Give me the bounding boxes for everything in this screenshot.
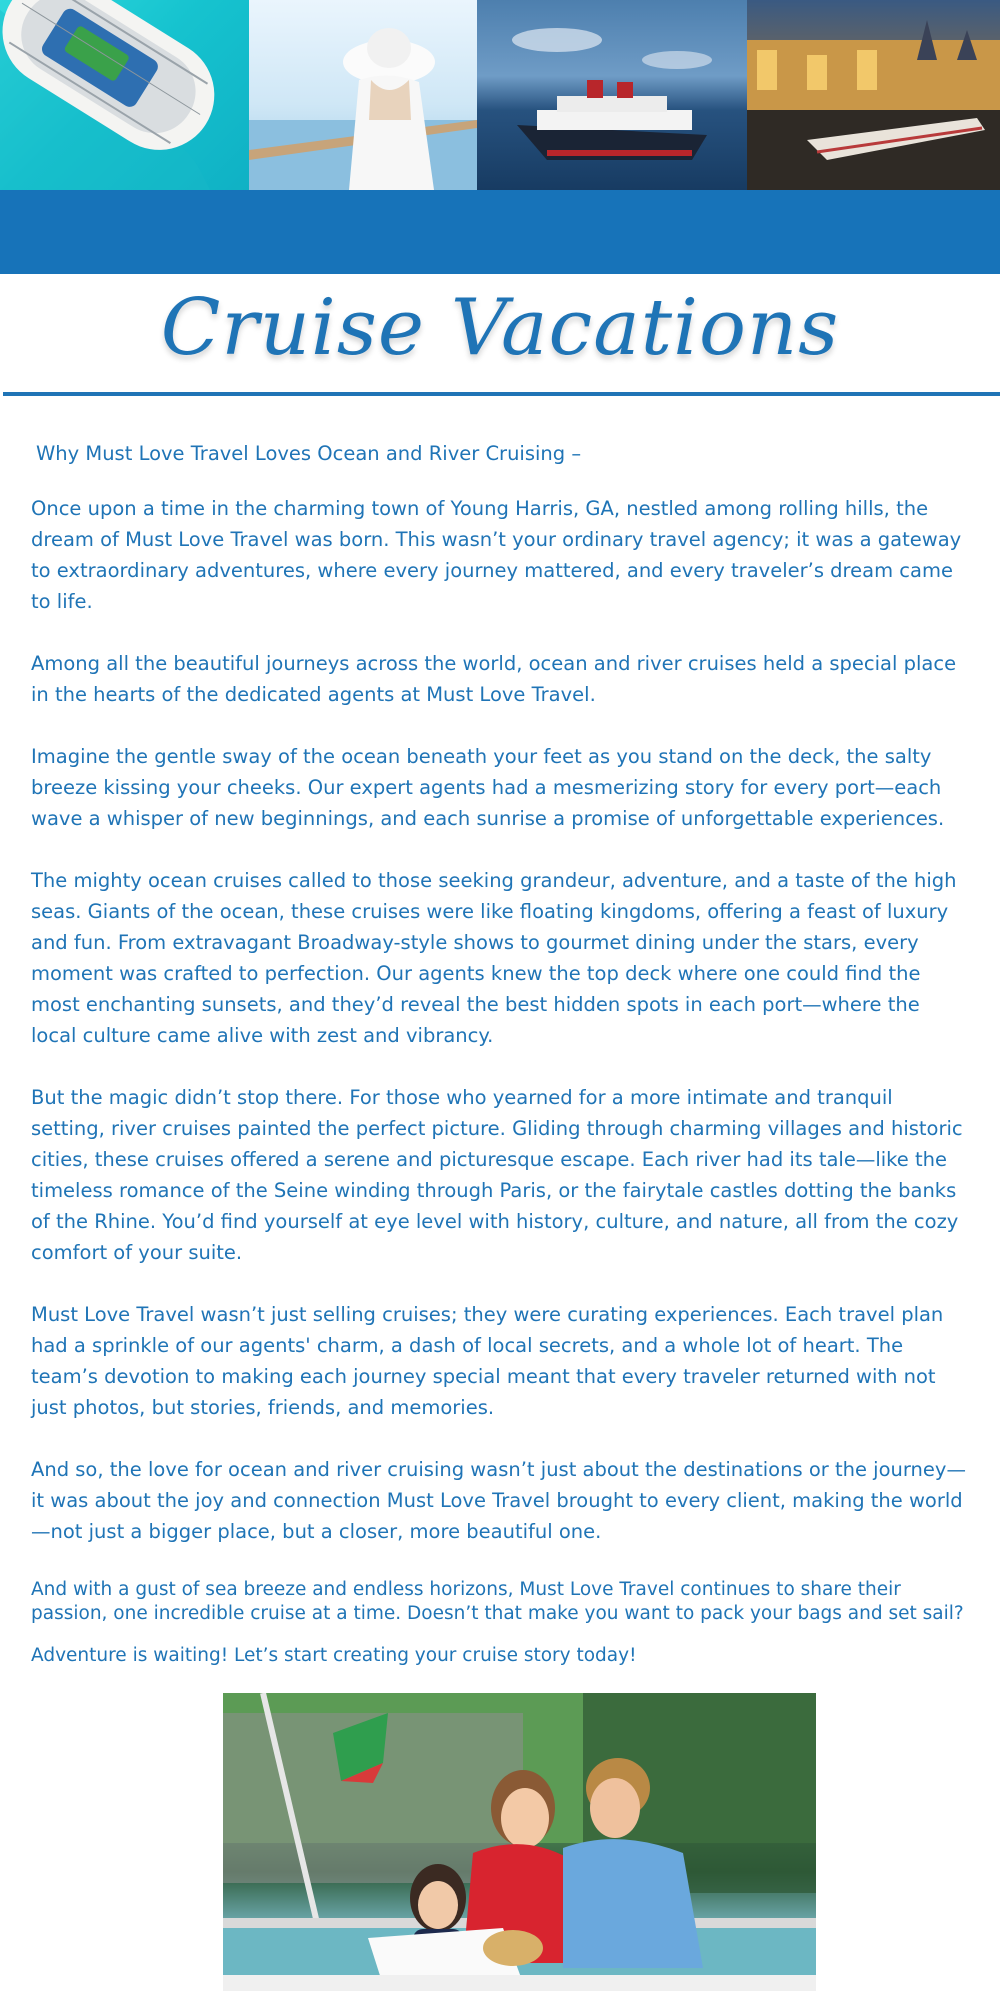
- cruise-ship-aerial-photo: [0, 0, 249, 200]
- paragraph: Imagine the gentle sway of the ocean beneath your feet as you stand on the deck, the salty breeze kissing your cheeks. Our expert agents had a mesmerizing story for every port—each wave a whisper of new beginnings, and each sunrise a promise of unforgettable experiences.: [31, 745, 945, 830]
- call-to-action-text: Adventure is waiting! Let’s start creating your cruise story today!: [31, 1645, 637, 1666]
- page-title: Cruise Vacations: [160, 283, 840, 373]
- title-divider: [3, 392, 1000, 396]
- paragraph: The mighty ocean cruises called to those seeking grandeur, adventure, and a taste of the high seas. Giants of the ocean, these cruises were like floating kingdoms, offering a feast of luxury and fun. From extravagant Broadway-style shows to gourmet dining under the stars, every moment was crafted to perfection. Our agents knew the top deck where one could find the most enchanting sunsets, and they’d reveal the best hidden spots in each port—where the local culture came alive with zest and vibrancy.: [31, 869, 957, 1047]
- article-heading: Why Must Love Travel Loves Ocean and River Cruising –: [36, 442, 582, 465]
- family-river-cruise-photo: [223, 1693, 816, 1991]
- paragraph: Among all the beautiful journeys across the world, ocean and river cruises held a special place in the hearts of the dedicated agents at Must Love Travel.: [31, 652, 957, 706]
- paragraph: Must Love Travel wasn’t just selling cruises; they were curating experiences. Each travel plan had a sprinkle of our agents' charm, a dash of local secrets, and a whole lot of heart. The team’s devotion to making each journey special meant that every traveler returned with not just photos, but stories, friends, and memories.: [31, 1303, 944, 1419]
- paragraph: But the magic didn’t stop there. For those who yearned for a more intimate and tranquil setting, river cruises painted the perfect picture. Gliding through charming villages and historic cities, these cruises offered a serene and picturesque escape. Each river had its tale—like the timeless romance of the Seine winding through Paris, or the fairytale castles dotting the banks of the Rhine. You’d find yourself at eye level with history, culture, and nature, all from the cozy comfort of your suite.: [31, 1086, 963, 1264]
- woman-on-deck-photo: [249, 0, 477, 190]
- paragraph: And with a gust of sea breeze and endless horizons, Must Love Travel continues to share their passion, one incredible cruise at a time. Doesn’t that make you want to pack your bags and set sail?: [31, 1579, 964, 1624]
- hero-collage: [0, 0, 1000, 200]
- paris-river-boat-photo: [747, 0, 1000, 190]
- paragraph: Once upon a time in the charming town of Young Harris, GA, nestled among rolling hills, the dream of Must Love Travel was born. This wasn’t your ordinary travel agency; it was a gateway to extraordinary adventures, where every journey mattered, and every traveler’s dream came to life.: [31, 497, 962, 613]
- paragraph: And so, the love for ocean and river cruising wasn’t just about the destinations or the journey—it was about the joy and connection Must Love Travel brought to every client, making the world—not just a bigger place, but a closer, more beautiful one.: [31, 1458, 966, 1543]
- article-body: [31, 438, 971, 1668]
- header-band-left: [0, 200, 249, 274]
- ocean-liner-photo: [477, 0, 747, 190]
